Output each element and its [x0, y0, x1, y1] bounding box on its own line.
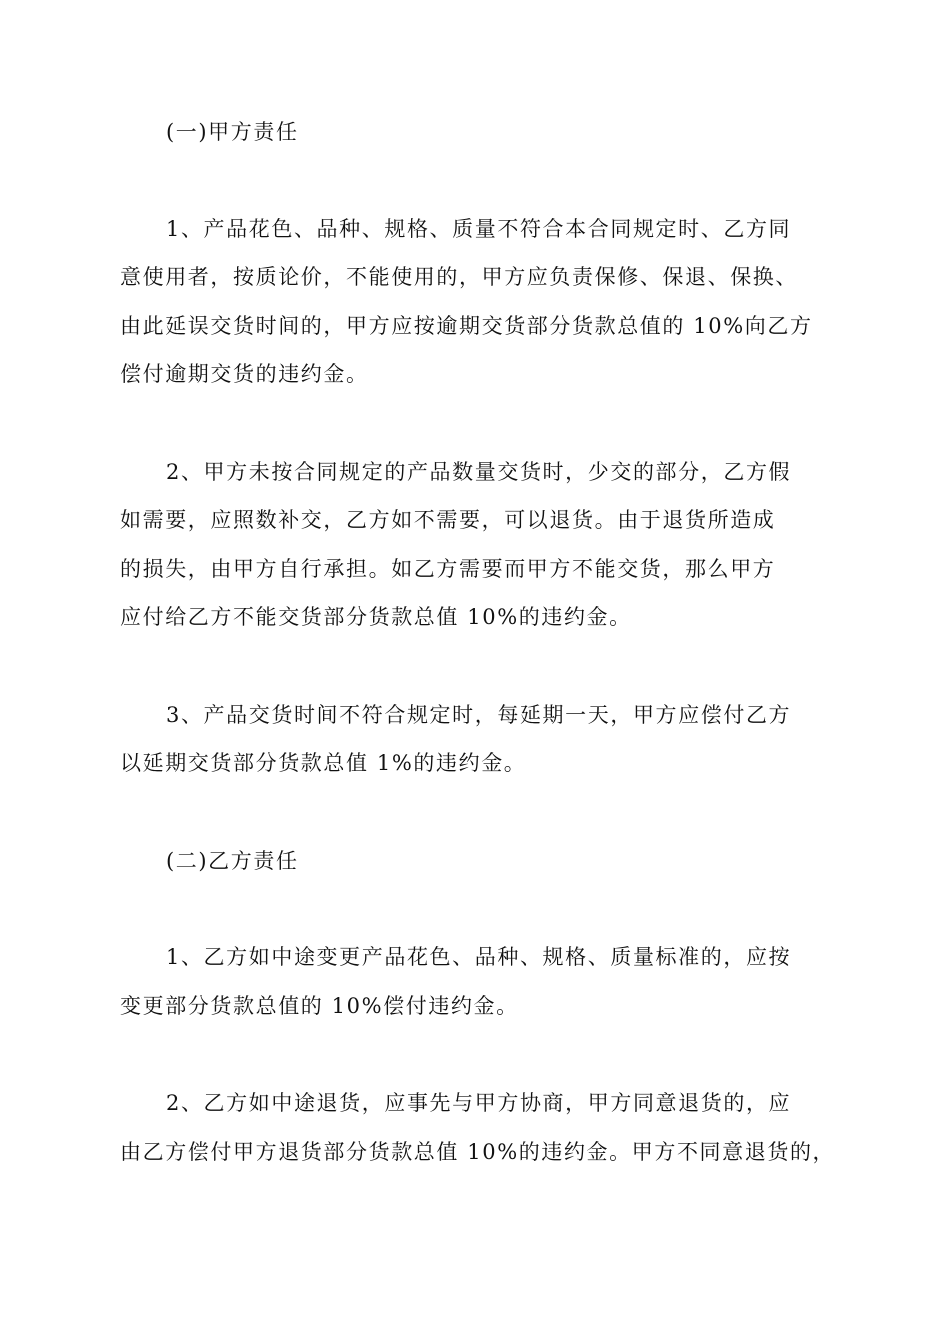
clause-line: 应付给乙方不能交货部分货款总值 10%的违约金。 [120, 605, 632, 629]
clause-line: 2、甲方未按合同规定的产品数量交货时，少交的部分，乙方假 [166, 459, 792, 484]
clause-line: 的损失，由甲方自行承担。如乙方需要而甲方不能交货，那么甲方 [120, 556, 776, 581]
clause-line: 2、乙方如中途退货，应事先与甲方协商，甲方同意退货的，应 [166, 1091, 792, 1115]
clause-a-3 [120, 691, 832, 788]
clause-line: 由乙方偿付甲方退货部分货款总值 10%的违约金。甲方不同意退货的， [120, 1139, 836, 1164]
clause-a-2 [120, 448, 832, 642]
section-heading-party-b: (二)乙方责任 [166, 848, 299, 873]
clause-line: 意使用者，按质论价，不能使用的，甲方应负责保修、保退、保换、 [120, 265, 798, 289]
clause-b-2 [120, 1079, 836, 1176]
clause-b-1 [120, 933, 832, 1030]
document-body [120, 108, 836, 1176]
clause-line: 如需要，应照数补交，乙方如不需要，可以退货。由于退货所造成 [120, 508, 776, 532]
clause-line: 偿付逾期交货的违约金。 [120, 362, 369, 386]
section-heading-party-a: (一)甲方责任 [166, 120, 299, 144]
clause-line: 由此延误交货时间的，甲方应按逾期交货部分货款总值的 10%向乙方 [120, 313, 813, 338]
clause-line: 变更部分货款总值的 10%偿付违约金。 [120, 993, 519, 1018]
clause-line: 1、乙方如中途变更产品花色、品种、规格、质量标准的，应按 [166, 945, 792, 969]
clause-line: 以延期交货部分货款总值 1%的违约金。 [120, 751, 527, 775]
clause-line: 3、产品交货时间不符合规定时，每延期一天，甲方应偿付乙方 [166, 702, 792, 727]
clause-line: 1、产品花色、品种、规格、质量不符合本合同规定时、乙方同 [166, 216, 792, 241]
clause-a-1 [120, 205, 832, 399]
